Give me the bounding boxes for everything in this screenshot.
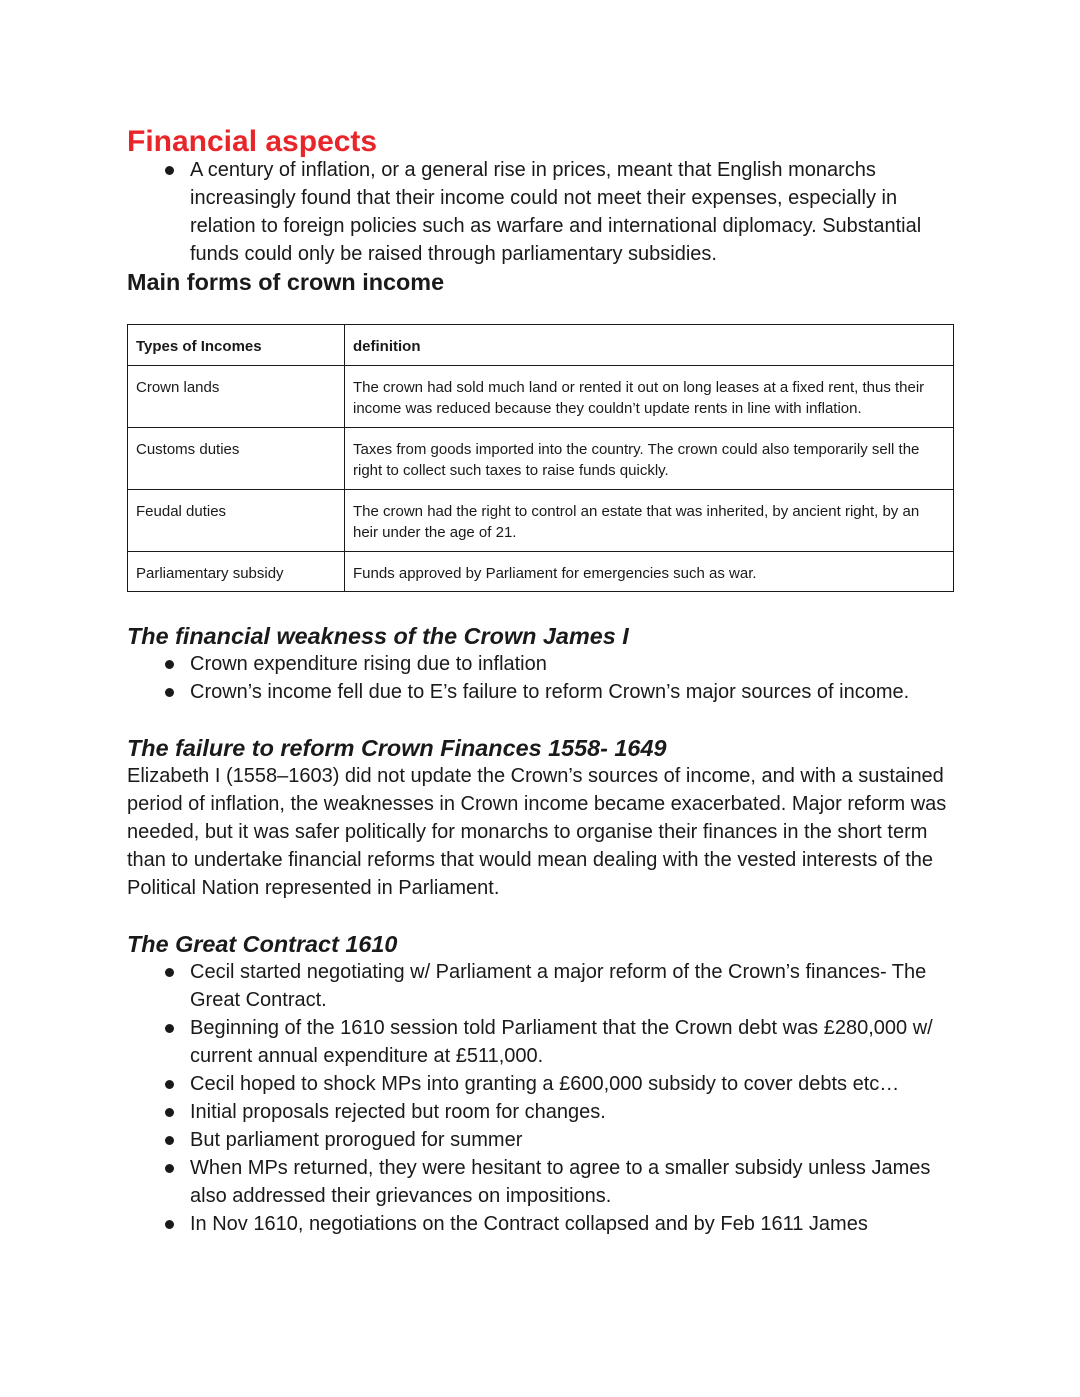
income-definition-cell: The crown had the right to control an estate that was inherited, by ancient right, by an heir under the age of 21. — [345, 489, 954, 551]
list-item: Initial proposals rejected but room for changes. — [190, 1098, 957, 1126]
financial-weakness-list — [127, 650, 957, 706]
income-definition-cell: Funds approved by Parliament for emergencies such as war. — [345, 551, 954, 592]
table-row — [128, 365, 954, 427]
list-item: Cecil started negotiating w/ Parliament a major reform of the Crown’s finances- The Great Contract. — [190, 958, 957, 1014]
document-page — [127, 125, 957, 1238]
income-type-cell: Feudal duties — [128, 489, 345, 551]
table-header-types: Types of Incomes — [128, 325, 345, 366]
crown-income-heading: Main forms of crown income — [127, 269, 445, 295]
income-definition-cell: Taxes from goods imported into the country. The crown could also temporarily sell the right to collect such taxes to raise funds quickly. — [345, 427, 954, 489]
table-header-definition: definition — [345, 325, 954, 366]
list-item: Crown expenditure rising due to inflation — [190, 650, 957, 678]
financial-aspects-heading: Financial aspects — [127, 125, 378, 158]
list-item: In Nov 1610, negotiations on the Contract collapsed and by Feb 1611 James — [190, 1210, 957, 1238]
table-row — [128, 489, 954, 551]
list-item: A century of inflation, or a general rise in prices, meant that English monarchs increasingly found that their income could not meet their expenses, especially in relation to foreign policies such as warfare and international diplomacy. Substantial funds could only be raised through parliamentary subsidies. — [190, 156, 957, 268]
list-item: When MPs returned, they were hesitant to agree to a smaller subsidy unless James also addressed their grievances on impositions. — [190, 1154, 957, 1210]
list-item: Crown’s income fell due to E’s failure to reform Crown’s major sources of income. — [190, 678, 957, 706]
great-contract-list — [127, 958, 957, 1238]
table-row — [128, 427, 954, 489]
list-item: Cecil hoped to shock MPs into granting a £600,000 subsidy to cover debts etc… — [190, 1070, 957, 1098]
failure-to-reform-paragraph: Elizabeth I (1558–1603) did not update the Crown’s sources of income, and with a sustained period of inflation, the weaknesses in Crown income became exacerbated. Major reform was needed, but it was safer politically for monarchs to organise their finances in the short term than to undertake financial reforms that would mean dealing with the vested interests of the Political Nation represented in Parliament. — [127, 765, 947, 899]
crown-income-table — [127, 324, 954, 592]
table-row — [128, 551, 954, 592]
financial-weakness-heading: The financial weakness of the Crown James I — [127, 623, 629, 649]
list-item: But parliament prorogued for summer — [190, 1126, 957, 1154]
income-type-cell: Parliamentary subsidy — [128, 551, 345, 592]
table-header-row — [128, 325, 954, 366]
great-contract-heading: The Great Contract 1610 — [127, 931, 398, 957]
failure-to-reform-heading: The failure to reform Crown Finances 1558- 1649 — [127, 735, 667, 761]
financial-aspects-list — [127, 156, 957, 268]
income-type-cell: Customs duties — [128, 427, 345, 489]
list-item: Beginning of the 1610 session told Parliament that the Crown debt was £280,000 w/ current annual expenditure at £511,000. — [190, 1014, 957, 1070]
income-type-cell: Crown lands — [128, 365, 345, 427]
income-definition-cell: The crown had sold much land or rented it out on long leases at a fixed rent, thus their income was reduced because they couldn’t update rents in line with inflation. — [345, 365, 954, 427]
